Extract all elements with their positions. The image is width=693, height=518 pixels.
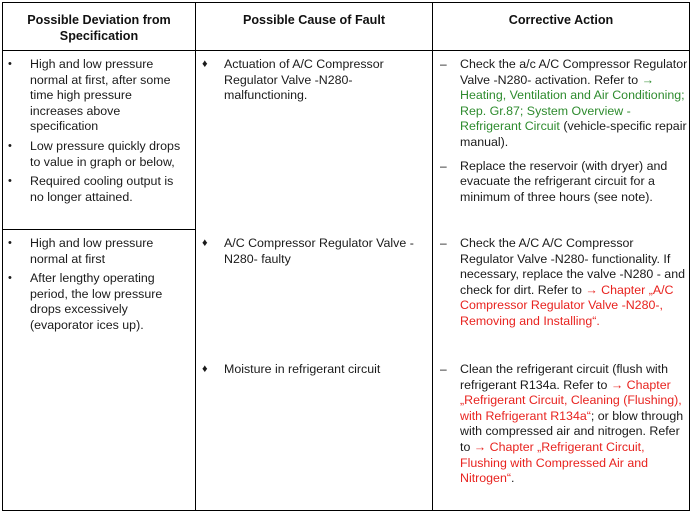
row2-deviation-cell	[8, 236, 188, 338]
row1-deviation-cell	[8, 57, 188, 209]
list-item	[8, 57, 188, 135]
deviation-text: After lengthy operating period, the low pressure drops excessively (evaporator ices up).	[30, 271, 163, 332]
diamond-icon: ♦	[202, 363, 208, 375]
action-intro: Check the A/C A/C Compressor Regulator Valve -N280- functionality. If necessary, replace the valve -N280 - and check for dirt. Refer to	[460, 236, 685, 297]
bullet-icon: •	[8, 175, 12, 188]
list-item	[202, 362, 426, 378]
list-item	[202, 57, 402, 104]
list-item	[8, 174, 188, 205]
repair-manual-link[interactable]: → Heating, Ventilation and Air Conditioning; Rep. Gr.87; System Overview - Refrigerant Circuit	[460, 72, 685, 134]
action-middle: ; or blow through with compressed air and nitrogen. Refer to	[460, 408, 684, 454]
header-action: Corrective Action	[508, 13, 614, 27]
list-item	[440, 236, 688, 330]
cause-text: Actuation of A/C Compressor Regulator Valve -N280- malfunctioning.	[224, 57, 384, 103]
table-right-border	[689, 2, 690, 511]
list-item	[440, 57, 688, 151]
deviation-text: Required cooling output is no longer attained.	[30, 174, 174, 204]
bullet-icon: •	[8, 139, 12, 152]
bullet-icon: •	[8, 58, 12, 70]
action-text: Replace the reservoir (with dryer) and evacuate the refrigerant circuit for a minimum of three hours (see note).	[460, 158, 668, 204]
deviation-text: High and low pressure normal at first	[30, 236, 154, 266]
flushing-nitrogen-chapter-link[interactable]: → Chapter „Refrigerant Circuit, Flushing with Compressed Air and Nitrogen“	[460, 439, 649, 486]
bullet-icon: •	[8, 237, 12, 249]
flushing-r134a-chapter-link[interactable]: → Chapter „Refrigerant Circuit, Cleaning (Flushing), with Refrigerant R134a“	[460, 377, 682, 423]
row2-cause-a-cell	[202, 236, 426, 271]
table-left-border	[2, 2, 3, 511]
bullet-icon: •	[8, 272, 12, 285]
row1-cause-cell	[202, 57, 402, 108]
action-text	[460, 236, 688, 330]
list-item	[440, 159, 688, 206]
regulator-valve-chapter-link[interactable]: → Chapter „A/C Compressor Regulator Valve -N280-, Removing and Installing“.	[460, 282, 674, 328]
action-intro: Clean the refrigerant circuit (flush with refrigerant R134a. Refer to	[460, 362, 668, 392]
header-divider	[2, 50, 690, 51]
header-deviation: Possible Deviation from Specification	[27, 13, 171, 43]
dash-icon: –	[440, 158, 447, 173]
row2-cause-b-cell	[202, 362, 426, 382]
cause-text: Moisture in refrigerant circuit	[224, 362, 381, 376]
table-bottom-border	[2, 510, 690, 511]
list-item	[8, 236, 188, 267]
action-text	[460, 57, 688, 151]
header-cause: Possible Cause of Fault	[242, 13, 386, 27]
table-top-border	[2, 2, 690, 3]
column-divider-2	[432, 2, 433, 511]
dash-icon: –	[440, 362, 447, 376]
list-item	[202, 236, 426, 267]
dash-icon: –	[440, 57, 447, 71]
action-suffix: .	[510, 471, 515, 486]
action-text	[460, 362, 688, 487]
list-item	[8, 139, 188, 170]
list-item	[8, 271, 188, 333]
row2-action-a-cell	[440, 236, 688, 334]
diamond-icon: ♦	[202, 58, 208, 70]
row-divider	[2, 229, 195, 230]
deviation-text: High and low pressure normal at first, after some time high pressure increases above specification	[30, 57, 171, 134]
row1-action-cell	[440, 57, 688, 209]
diamond-icon: ♦	[202, 237, 208, 249]
row2-action-b-cell	[440, 362, 688, 491]
list-item	[440, 362, 688, 487]
action-intro: Check the a/c A/C Compressor Regulator Valve -N280- activation. Refer to	[460, 57, 688, 87]
cause-text: A/C Compressor Regulator Valve -N280- faulty	[224, 236, 414, 266]
dash-icon: –	[440, 236, 447, 250]
column-divider-1	[195, 2, 196, 511]
deviation-text: Low pressure quickly drops to value in graph or below,	[30, 138, 181, 169]
action-suffix: (vehicle-specific repair manual).	[460, 119, 687, 149]
